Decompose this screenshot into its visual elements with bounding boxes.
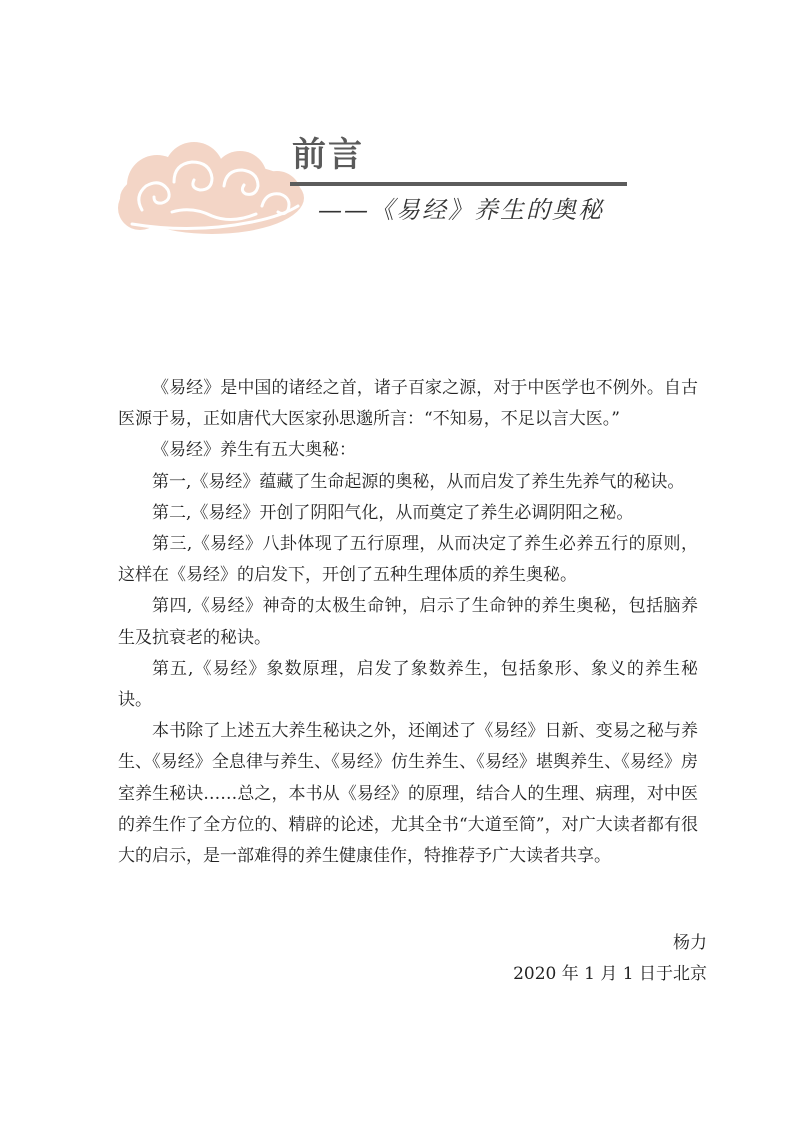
title-divider [290, 182, 627, 186]
paragraph: 《易经》是中国的诸经之首，诸子百家之源，对于中医学也不例外。自古医源于易，正如唐代大医家孙思邈所言：“不知易，不足以言大医。” [118, 378, 698, 430]
paragraph: 第四,《易经》神奇的太极生命钟，启示了生命钟的养生奥秘，包括脑养生及抗衰老的秘诀。 [118, 596, 698, 648]
paragraph: 本书除了上述五大养生秘诀之外，还阐述了《易经》日新、变易之秘与养生、《易经》全息律与养生、《易经》仿生养生、《易经》堪舆养生、《易经》房室养生秘诀……总之，本书从《易经》的原理，结合人的生理、病理，对中医的养生作了全方位的、精辟的论述，尤其全书“大道至简”，对广大读者都有很大的启示，是一部难得的养生健康佳作，特推荐予广大读者共享。 [118, 721, 698, 867]
paragraph: 第二,《易经》开创了阴阳气化，从而奠定了养生必调阴阳之秘。 [152, 502, 634, 523]
paragraph: 第五,《易经》象数原理，启发了象数养生，包括象形、象义的养生秘诀。 [118, 658, 698, 711]
auspicious-cloud-icon [112, 140, 312, 240]
preface-body [118, 373, 698, 872]
author-name: 杨力 [673, 933, 707, 953]
date-place: 2020 年 1 月 1 日于北京 [513, 964, 707, 985]
page-subtitle: ——《易经》养生的奥秘 [318, 196, 604, 224]
paragraph: 第一,《易经》蕴藏了生命起源的奥秘，从而启发了养生先养气的秘诀。 [152, 471, 685, 492]
paragraph: 第三,《易经》八卦体现了五行原理，从而决定了养生必养五行的原则，这样在《易经》的启发下，开创了五种生理体质的养生奥秘。 [118, 534, 698, 586]
paragraph: 《易经》养生有五大奥秘： [152, 440, 356, 461]
page-title: 前言 [292, 135, 364, 175]
signature-block [513, 928, 707, 990]
